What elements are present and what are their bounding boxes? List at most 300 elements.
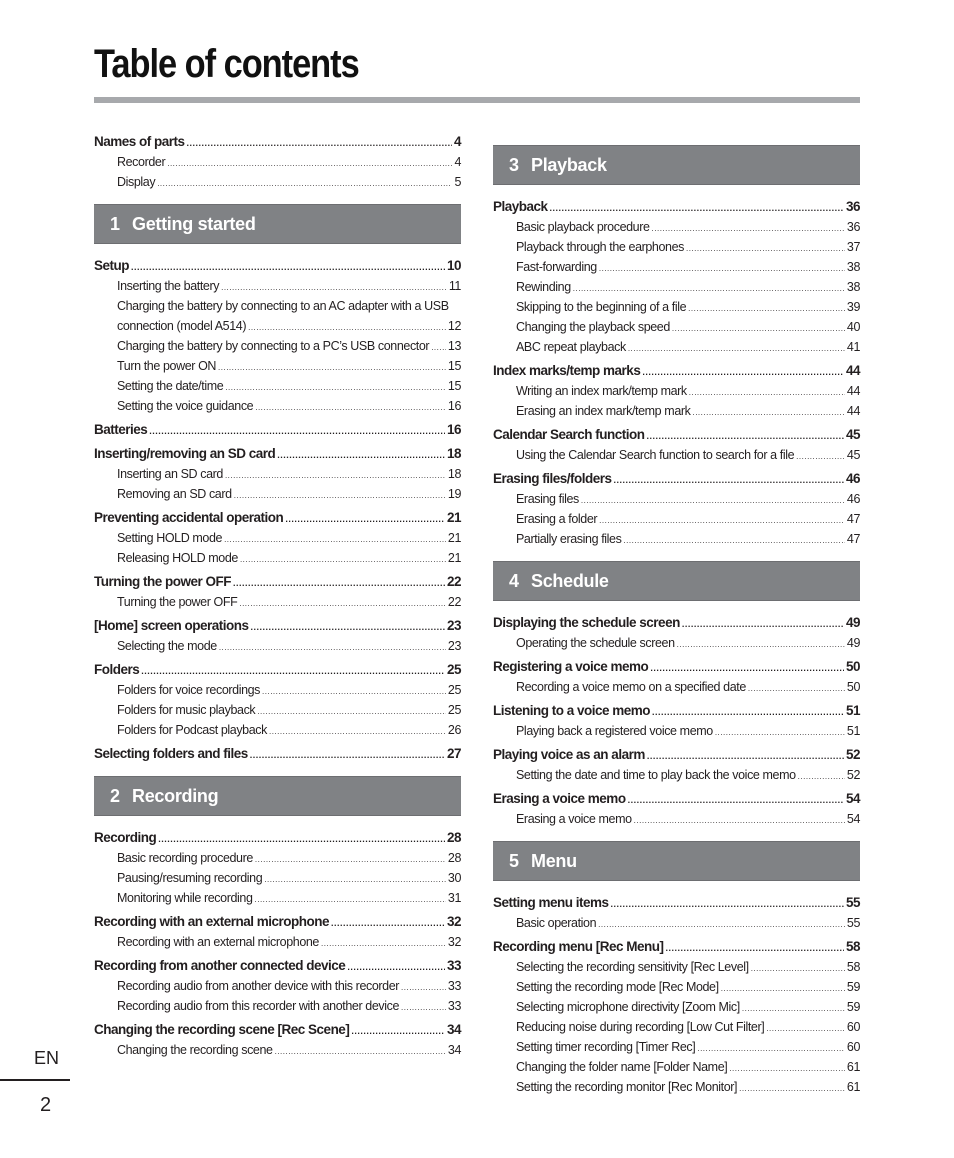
chapter-number: 1	[110, 214, 120, 234]
page-ref: 31	[447, 891, 461, 905]
toc-subsection-entry[interactable]	[493, 633, 860, 653]
page-ref: 58	[845, 939, 860, 954]
dot-leader	[331, 919, 445, 928]
toc-section-entry[interactable]	[94, 508, 461, 528]
toc-subsection-entry[interactable]	[493, 529, 860, 549]
toc-subsection-entry[interactable]	[493, 957, 860, 977]
entry-title: Playing voice as an alarm	[493, 747, 645, 762]
dot-leader	[255, 856, 446, 864]
page-ref: 34	[447, 1043, 461, 1057]
entry-title: Turn the power ON	[117, 359, 217, 373]
page-ref: 30	[447, 871, 461, 885]
chapter-number: 4	[509, 571, 519, 591]
page-ref: 61	[846, 1060, 860, 1074]
dot-leader	[715, 729, 845, 737]
toc-section-entry[interactable]	[94, 660, 461, 680]
dot-leader	[277, 451, 445, 460]
toc-subsection-entry[interactable]	[94, 680, 461, 700]
toc-subsection-entry[interactable]	[493, 809, 860, 829]
toc-subsection-entry[interactable]	[493, 317, 860, 337]
page-ref: 49	[845, 615, 860, 630]
entry-title: connection (model A514)	[117, 319, 247, 333]
toc-section-entry[interactable]	[94, 956, 461, 976]
entry-title: Erasing an index mark/temp mark	[516, 404, 691, 418]
entry-title: Recording with an external microphone	[94, 914, 330, 929]
toc-subsection-entry[interactable]	[493, 977, 860, 997]
dot-leader	[688, 305, 845, 313]
toc-section-entry[interactable]	[94, 1020, 461, 1040]
entry-title: Display	[117, 175, 156, 189]
page-ref: 25	[447, 683, 461, 697]
entry-title: Setting the date/time	[117, 379, 224, 393]
page-ref: 38	[846, 260, 860, 274]
chapter-title: Menu	[531, 851, 577, 871]
entry-title: Setting menu items	[493, 895, 609, 910]
page-ref: 11	[448, 279, 461, 293]
page-ref: 32	[446, 914, 461, 929]
page-ref: 21	[447, 551, 461, 565]
entry-title: Folders	[94, 662, 140, 677]
page-ref: 28	[447, 851, 461, 865]
toc-subsection-entry[interactable]	[94, 172, 461, 192]
page-ref: 44	[846, 404, 860, 418]
dot-leader	[628, 345, 845, 353]
entry-title: Inserting/removing an SD card	[94, 446, 276, 461]
toc-right-column	[493, 133, 860, 1097]
dot-leader	[141, 667, 445, 676]
toc-subsection-entry[interactable]	[493, 381, 860, 401]
page-ref: 36	[845, 199, 860, 214]
dot-leader	[721, 985, 845, 993]
dot-leader	[149, 427, 445, 436]
entry-title: Erasing a folder	[516, 512, 598, 526]
dot-leader	[581, 497, 845, 505]
title-divider	[94, 97, 860, 103]
toc-section-entry[interactable]	[493, 657, 860, 677]
page-ref: 58	[846, 960, 860, 974]
entry-title: Recording a voice memo on a specified date	[516, 680, 746, 694]
dot-leader	[239, 600, 446, 608]
dot-leader	[798, 773, 845, 781]
page-ref: 46	[846, 492, 860, 506]
chapter-number: 5	[509, 851, 519, 871]
page-ref: 54	[846, 812, 860, 826]
page-ref: 45	[846, 448, 860, 462]
toc-subsection-entry[interactable]	[94, 336, 461, 356]
dot-leader	[285, 515, 445, 524]
page-ref: 39	[846, 300, 860, 314]
entry-title: Batteries	[94, 422, 148, 437]
dot-leader	[255, 404, 446, 412]
entry-title: Folders for Podcast playback	[117, 723, 267, 737]
entry-title: ABC repeat playback	[516, 340, 626, 354]
page-ref: 55	[846, 916, 860, 930]
dot-leader	[751, 965, 845, 973]
entry-title: Inserting an SD card	[117, 467, 223, 481]
page-ref: 4	[454, 155, 461, 169]
toc-subsection-entry[interactable]	[493, 445, 860, 465]
dot-leader	[218, 364, 446, 372]
toc-section-entry[interactable]	[493, 469, 860, 489]
entry-title: Changing the recording scene	[117, 1043, 273, 1057]
entry-title: Changing the playback speed	[516, 320, 670, 334]
entry-title: Setting the date and time to play back the voice memo	[516, 768, 796, 782]
entry-title: Erasing files	[516, 492, 579, 506]
dot-leader	[255, 896, 446, 904]
dot-leader	[599, 265, 845, 273]
page-ref: 21	[446, 510, 461, 525]
page-ref: 32	[447, 935, 461, 949]
toc-section-entry[interactable]	[493, 745, 860, 765]
dot-leader	[686, 245, 845, 253]
toc-subsection-entry[interactable]	[94, 548, 461, 568]
toc-subsection-entry[interactable]	[493, 1077, 860, 1097]
entry-title: Basic playback procedure	[516, 220, 650, 234]
dot-leader	[251, 623, 445, 632]
toc-subsection-entry[interactable]	[94, 888, 461, 908]
page-ref: 54	[845, 791, 860, 806]
toc-subsection-entry[interactable]	[94, 464, 461, 484]
entry-title: Inserting the battery	[117, 279, 220, 293]
page-ref: 23	[446, 618, 461, 633]
toc-subsection-entry[interactable]	[94, 996, 461, 1016]
page-ref: 37	[846, 240, 860, 254]
dot-leader	[650, 664, 844, 673]
dot-leader	[401, 1004, 446, 1012]
toc-subsection-entry[interactable]	[493, 277, 860, 297]
page-ref: 5	[454, 175, 461, 189]
toc-section-entry[interactable]	[493, 197, 860, 217]
dot-leader	[257, 708, 446, 716]
dot-leader	[647, 752, 844, 761]
entry-title: Monitoring while recording	[117, 891, 253, 905]
dot-leader	[262, 688, 446, 696]
entry-title: Erasing a voice memo	[493, 791, 626, 806]
dot-leader	[598, 921, 845, 929]
chapter-heading	[94, 776, 461, 816]
toc-subsection-entry[interactable]	[94, 152, 461, 172]
entry-title: Changing the recording scene [Rec Scene]	[94, 1022, 350, 1037]
dot-leader	[264, 876, 446, 884]
entry-title: Setting timer recording [Timer Rec]	[516, 1040, 696, 1054]
chapter-title: Schedule	[531, 571, 609, 591]
dot-leader	[401, 984, 446, 992]
language-divider	[0, 1079, 70, 1081]
page-ref: 15	[447, 379, 461, 393]
toc-subsection-entry[interactable]	[493, 489, 860, 509]
dot-leader	[729, 1065, 845, 1073]
dot-leader	[796, 453, 845, 461]
toc-section-entry[interactable]	[94, 256, 461, 276]
entry-line	[117, 316, 461, 336]
toc-subsection-entry[interactable]	[94, 592, 461, 612]
entry-title: Displaying the schedule screen	[493, 615, 680, 630]
entry-title: Selecting folders and files	[94, 746, 248, 761]
toc-subsection-entry[interactable]	[493, 297, 860, 317]
toc-subsection-entry[interactable]	[493, 677, 860, 697]
entry-title: Selecting microphone directivity [Zoom Mic]	[516, 1000, 740, 1014]
dot-leader	[347, 963, 445, 972]
entry-title: Turning the power OFF	[117, 595, 238, 609]
entry-title: Erasing files/folders	[493, 471, 612, 486]
page-ref: 25	[446, 662, 461, 677]
entry-title: Playback through the earphones	[516, 240, 684, 254]
toc-section-entry[interactable]	[94, 912, 461, 932]
toc-subsection-entry[interactable]	[94, 932, 461, 952]
page-ref: 45	[845, 427, 860, 442]
chapter-number: 3	[509, 155, 519, 175]
dot-leader	[748, 685, 845, 693]
dot-leader	[234, 492, 446, 500]
entry-title: [Home] screen operations	[94, 618, 249, 633]
entry-title: Recording	[94, 830, 157, 845]
entry-title: Fast-forwarding	[516, 260, 597, 274]
dot-leader	[269, 728, 446, 736]
chapter-heading	[493, 841, 860, 881]
dot-leader	[250, 751, 445, 760]
page-ref: 13	[447, 339, 461, 353]
chapter-title: Recording	[132, 786, 219, 806]
entry-title: Folders for music playback	[117, 703, 256, 717]
entry-title: Playing back a registered voice memo	[516, 724, 713, 738]
page-ref: 44	[845, 363, 860, 378]
dot-leader	[614, 476, 844, 485]
dot-leader	[225, 384, 446, 392]
dot-leader	[225, 472, 446, 480]
dot-leader	[550, 204, 844, 213]
page-ref: 52	[846, 768, 860, 782]
entry-title: Setting the recording mode [Rec Mode]	[516, 980, 719, 994]
page-ref: 61	[846, 1080, 860, 1094]
entry-title: Changing the folder name [Folder Name]	[516, 1060, 728, 1074]
dot-leader	[321, 940, 446, 948]
dot-leader	[611, 900, 844, 909]
entry-title: Setting HOLD mode	[117, 531, 223, 545]
dot-leader	[157, 180, 452, 188]
entry-title: Selecting the recording sensitivity [Rec Level]	[516, 960, 749, 974]
dot-leader	[634, 817, 845, 825]
page-ref: 33	[447, 979, 461, 993]
page-ref: 59	[846, 980, 860, 994]
entry-title: Using the Calendar Search function to search for a file	[516, 448, 795, 462]
page-ref: 22	[447, 595, 461, 609]
page-ref: 4	[453, 134, 461, 149]
toc-subsection-entry[interactable]	[493, 997, 860, 1017]
language-label: EN	[34, 1048, 60, 1068]
page-ref: 60	[846, 1040, 860, 1054]
toc-section-entry[interactable]	[493, 425, 860, 445]
page-ref: 38	[846, 280, 860, 294]
toc-subsection-entry[interactable]	[493, 337, 860, 357]
page-ref: 36	[846, 220, 860, 234]
page-ref: 12	[447, 319, 461, 333]
page-ref: 26	[447, 723, 461, 737]
dot-leader	[224, 536, 446, 544]
entry-title: Recording audio from this recorder with another device	[117, 999, 400, 1013]
page-ref: 55	[845, 895, 860, 910]
page-ref: 46	[845, 471, 860, 486]
toc-section-entry[interactable]	[94, 132, 461, 152]
page-ref: 16	[446, 422, 461, 437]
toc-subsection-entry[interactable]	[94, 276, 461, 296]
toc-subsection-entry[interactable]	[94, 296, 461, 336]
toc-subsection-entry[interactable]	[94, 720, 461, 740]
toc-subsection-entry[interactable]	[493, 721, 860, 741]
entry-title: Index marks/temp marks	[493, 363, 641, 378]
toc-section-entry[interactable]	[94, 616, 461, 636]
entry-title: Recording from another connected device	[94, 958, 346, 973]
chapter-title: Getting started	[132, 214, 256, 234]
page-ref: 51	[845, 703, 860, 718]
entry-title: Recording audio from another device with this recorder	[117, 979, 400, 993]
dot-leader	[167, 160, 452, 168]
page-ref: 10	[446, 258, 461, 273]
toc-subsection-entry[interactable]	[493, 913, 860, 933]
page-ref: 15	[447, 359, 461, 373]
entry-title: Pausing/resuming recording	[117, 871, 263, 885]
toc-section-entry[interactable]	[94, 444, 461, 464]
dot-leader	[642, 368, 844, 377]
toc-section-entry[interactable]	[493, 937, 860, 957]
entry-title: Setting the voice guidance	[117, 399, 254, 413]
toc-section-entry[interactable]	[94, 572, 461, 592]
toc-subsection-entry[interactable]	[94, 636, 461, 656]
toc-subsection-entry[interactable]	[94, 528, 461, 548]
toc-section-entry[interactable]	[493, 893, 860, 913]
dot-leader	[677, 641, 845, 649]
dot-leader	[666, 944, 844, 953]
page-ref: 47	[846, 512, 860, 526]
dot-leader	[652, 708, 844, 717]
entry-title: Operating the schedule screen	[516, 636, 675, 650]
entry-title: Basic operation	[516, 916, 597, 930]
entry-title: Reducing noise during recording [Low Cut Filter]	[516, 1020, 765, 1034]
toc-section-entry[interactable]	[493, 361, 860, 381]
dot-leader	[275, 1048, 446, 1056]
page-ref: 50	[845, 659, 860, 674]
page-ref: 59	[846, 1000, 860, 1014]
toc-subsection-entry[interactable]	[493, 1017, 860, 1037]
dot-leader	[742, 1005, 845, 1013]
page-ref: 25	[447, 703, 461, 717]
toc-subsection-entry[interactable]	[94, 376, 461, 396]
page-ref: 44	[846, 384, 860, 398]
dot-leader	[599, 517, 845, 525]
dot-leader	[628, 796, 844, 805]
entry-title: Partially erasing files	[516, 532, 622, 546]
toc-subsection-entry[interactable]	[493, 1057, 860, 1077]
toc-subsection-entry[interactable]	[94, 396, 461, 416]
page-ref: 22	[446, 574, 461, 589]
dot-leader	[672, 325, 845, 333]
toc-subsection-entry[interactable]	[493, 1037, 860, 1057]
entry-title: Skipping to the beginning of a file	[516, 300, 687, 314]
page-ref: 50	[846, 680, 860, 694]
toc-subsection-entry[interactable]	[94, 868, 461, 888]
entry-title: Turning the power OFF	[94, 574, 231, 589]
entry-title: Playback	[493, 199, 548, 214]
toc-section-entry[interactable]	[94, 828, 461, 848]
dot-leader	[131, 263, 445, 272]
page-ref: 27	[446, 746, 461, 761]
toc-subsection-entry[interactable]	[493, 765, 860, 785]
toc-left-column	[94, 128, 461, 1060]
page-ref: 47	[846, 532, 860, 546]
entry-title: Setting the recording monitor [Rec Monitor]	[516, 1080, 738, 1094]
page-ref: 49	[846, 636, 860, 650]
page-ref: 40	[846, 320, 860, 334]
dot-leader	[682, 620, 844, 629]
entry-title: Rewinding	[516, 280, 571, 294]
toc-subsection-entry[interactable]	[94, 1040, 461, 1060]
chapter-heading	[94, 204, 461, 244]
chapter-title: Playback	[531, 155, 607, 175]
toc-subsection-entry[interactable]	[493, 509, 860, 529]
dot-leader	[351, 1027, 445, 1036]
page-ref: 21	[447, 531, 461, 545]
dot-leader	[766, 1025, 845, 1033]
toc-section-entry[interactable]	[493, 613, 860, 633]
dot-leader	[689, 389, 845, 397]
dot-leader	[647, 432, 844, 441]
page-ref: 41	[846, 340, 860, 354]
entry-title: Names of parts	[94, 134, 185, 149]
toc-subsection-entry[interactable]	[493, 401, 860, 421]
page-number: 2	[40, 1094, 52, 1116]
toc-subsection-entry[interactable]	[493, 217, 860, 237]
entry-title-line: Charging the battery by connecting to an AC adapter with a USB	[117, 299, 449, 313]
dot-leader	[623, 537, 844, 545]
toc-subsection-entry[interactable]	[493, 237, 860, 257]
toc-section-entry[interactable]	[493, 789, 860, 809]
toc-subsection-entry[interactable]	[94, 976, 461, 996]
entry-title: Removing an SD card	[117, 487, 232, 501]
dot-leader	[221, 284, 447, 292]
page-ref: 34	[446, 1022, 461, 1037]
dot-leader	[158, 835, 445, 844]
page-ref: 28	[446, 830, 461, 845]
entry-title: Selecting the mode	[117, 639, 217, 653]
page-ref: 60	[846, 1020, 860, 1034]
entry-title: Recording menu [Rec Menu]	[493, 939, 664, 954]
entry-title: Recording with an external microphone	[117, 935, 319, 949]
entry-title: Calendar Search function	[493, 427, 645, 442]
entry-title: Setup	[94, 258, 130, 273]
toc-subsection-entry[interactable]	[94, 700, 461, 720]
toc-section-entry[interactable]	[94, 744, 461, 764]
dot-leader	[431, 344, 446, 352]
toc-subsection-entry[interactable]	[94, 484, 461, 504]
toc-subsection-entry[interactable]	[493, 257, 860, 277]
entry-title: Recorder	[117, 155, 166, 169]
page-ref: 23	[447, 639, 461, 653]
page-ref: 16	[447, 399, 461, 413]
chapter-heading	[493, 145, 860, 185]
entry-title: Registering a voice memo	[493, 659, 649, 674]
toc-section-entry[interactable]	[493, 701, 860, 721]
page-ref: 18	[446, 446, 461, 461]
dot-leader	[692, 409, 844, 417]
dot-leader	[233, 579, 445, 588]
entry-title: Erasing a voice memo	[516, 812, 632, 826]
entry-title: Releasing HOLD mode	[117, 551, 238, 565]
toc-section-entry[interactable]	[94, 420, 461, 440]
page-ref: 33	[446, 958, 461, 973]
toc-subsection-entry[interactable]	[94, 356, 461, 376]
entry-title: Listening to a voice memo	[493, 703, 651, 718]
page-ref: 51	[846, 724, 860, 738]
toc-subsection-entry[interactable]	[94, 848, 461, 868]
